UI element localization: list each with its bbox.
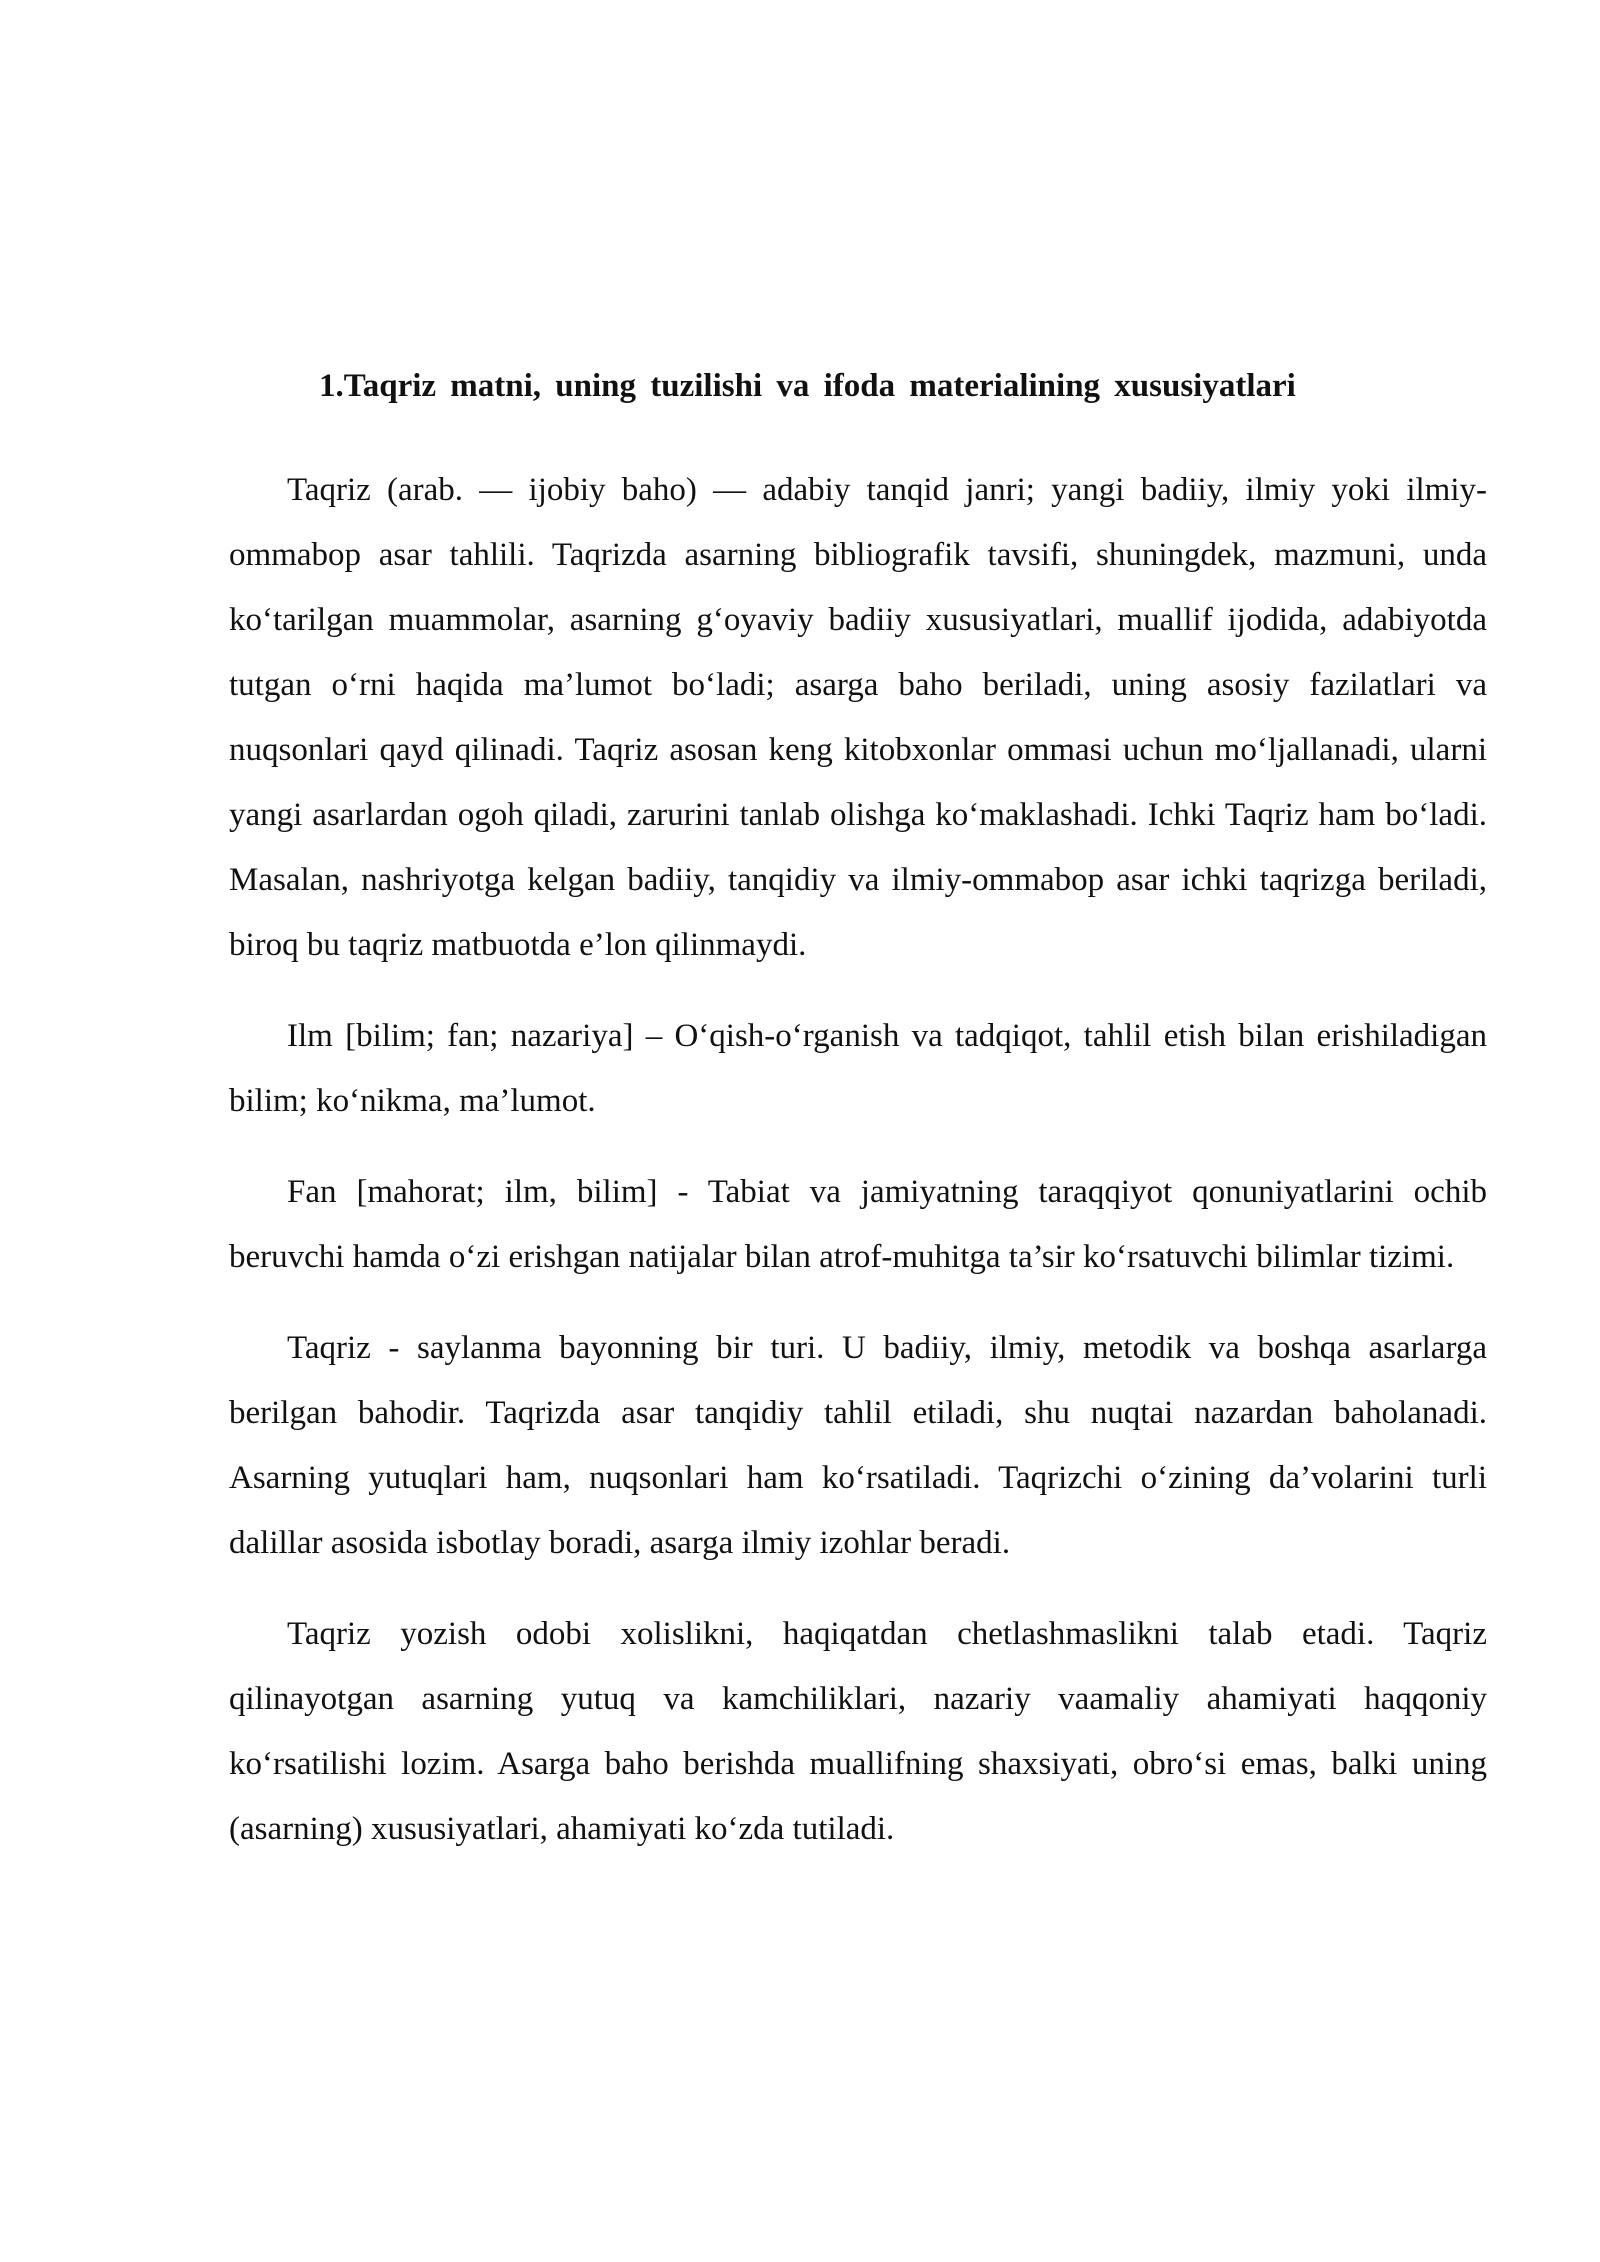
paragraph-taqriz-type: Taqriz - saylanma bayonning bir turi. U badiiy, ilmiy, metodik va boshqa asarlarga berilgan bahodir. Taqrizda asar tanqidiy tahlil etiladi, shu nuqtai nazardan baholanadi. Asarning yutuqlari ham, nuqsonlari ham ko‘rsatiladi. Taqrizchi o‘zining da’volarini turli dalillar asosida isbotlay boradi, asarga ilmiy izohlar beradi. — [229, 1330, 1487, 1561]
document-body — [229, 362, 1487, 1888]
paragraph-fan-definition: Fan [mahorat; ilm, bilim] - Tabiat va jamiyatning taraqqiyot qonuniyatlarini ochib beruvchi hamda o‘zi erishgan natijalar bilan atrof-muhitga ta’sir ko‘rsatuvchi bilimlar tizimi. — [229, 1174, 1487, 1275]
section-title: 1.Taqriz matni, uning tuzilishi va ifoda materialining xususiyatlari — [319, 368, 1296, 404]
paragraph-ilm-definition: Ilm [bilim; fan; nazariya] – O‘qish-o‘rganish va tadqiqot, tahlil etish bilan erishiladigan bilim; ko‘nikma, ma’lumot. — [229, 1018, 1487, 1119]
paragraph-taqriz-ethics: Taqriz yozish odobi xolislikni, haqiqatdan chetlashmaslikni talab etadi. Taqriz qilinayotgan asarning yutuq va kamchiliklari, nazariy vaamaliy ahamiyati haqqoniy ko‘rsatilishi lozim. Asarga baho berishda muallifning shaxsiyati, obro‘si emas, balki uning (asarning) xususiyatlari, ahamiyati ko‘zda tutiladi. — [229, 1616, 1487, 1847]
paragraph-taqriz-definition: Taqriz (arab. — ijobiy baho) — adabiy tanqid janri; yangi badiiy, ilmiy yoki ilmiy-ommabop asar tahlili. Taqrizda asarning bibliografik tavsifi, shuningdek, mazmuni, unda ko‘tarilgan muammolar, asarning g‘oyaviy badiiy xususiyatlari, muallif ijodida, adabiyotda tutgan o‘rni haqida ma’lumot bo‘ladi; asarga baho beriladi, uning asosiy fazilatlari va nuqsonlari qayd qilinadi. Taqriz asosan keng kitobxonlar ommasi uchun mo‘ljallanadi, ularni yangi asarlardan ogoh qiladi, zarurini tanlab olishga ko‘maklashadi. Ichki Taqriz ham bo‘ladi. Masalan, nashriyotga kelgan badiiy, tanqidiy va ilmiy-ommabop asar ichki taqrizga beriladi, biroq bu taqriz matbuotda e’lon qilinmaydi. — [229, 472, 1487, 963]
